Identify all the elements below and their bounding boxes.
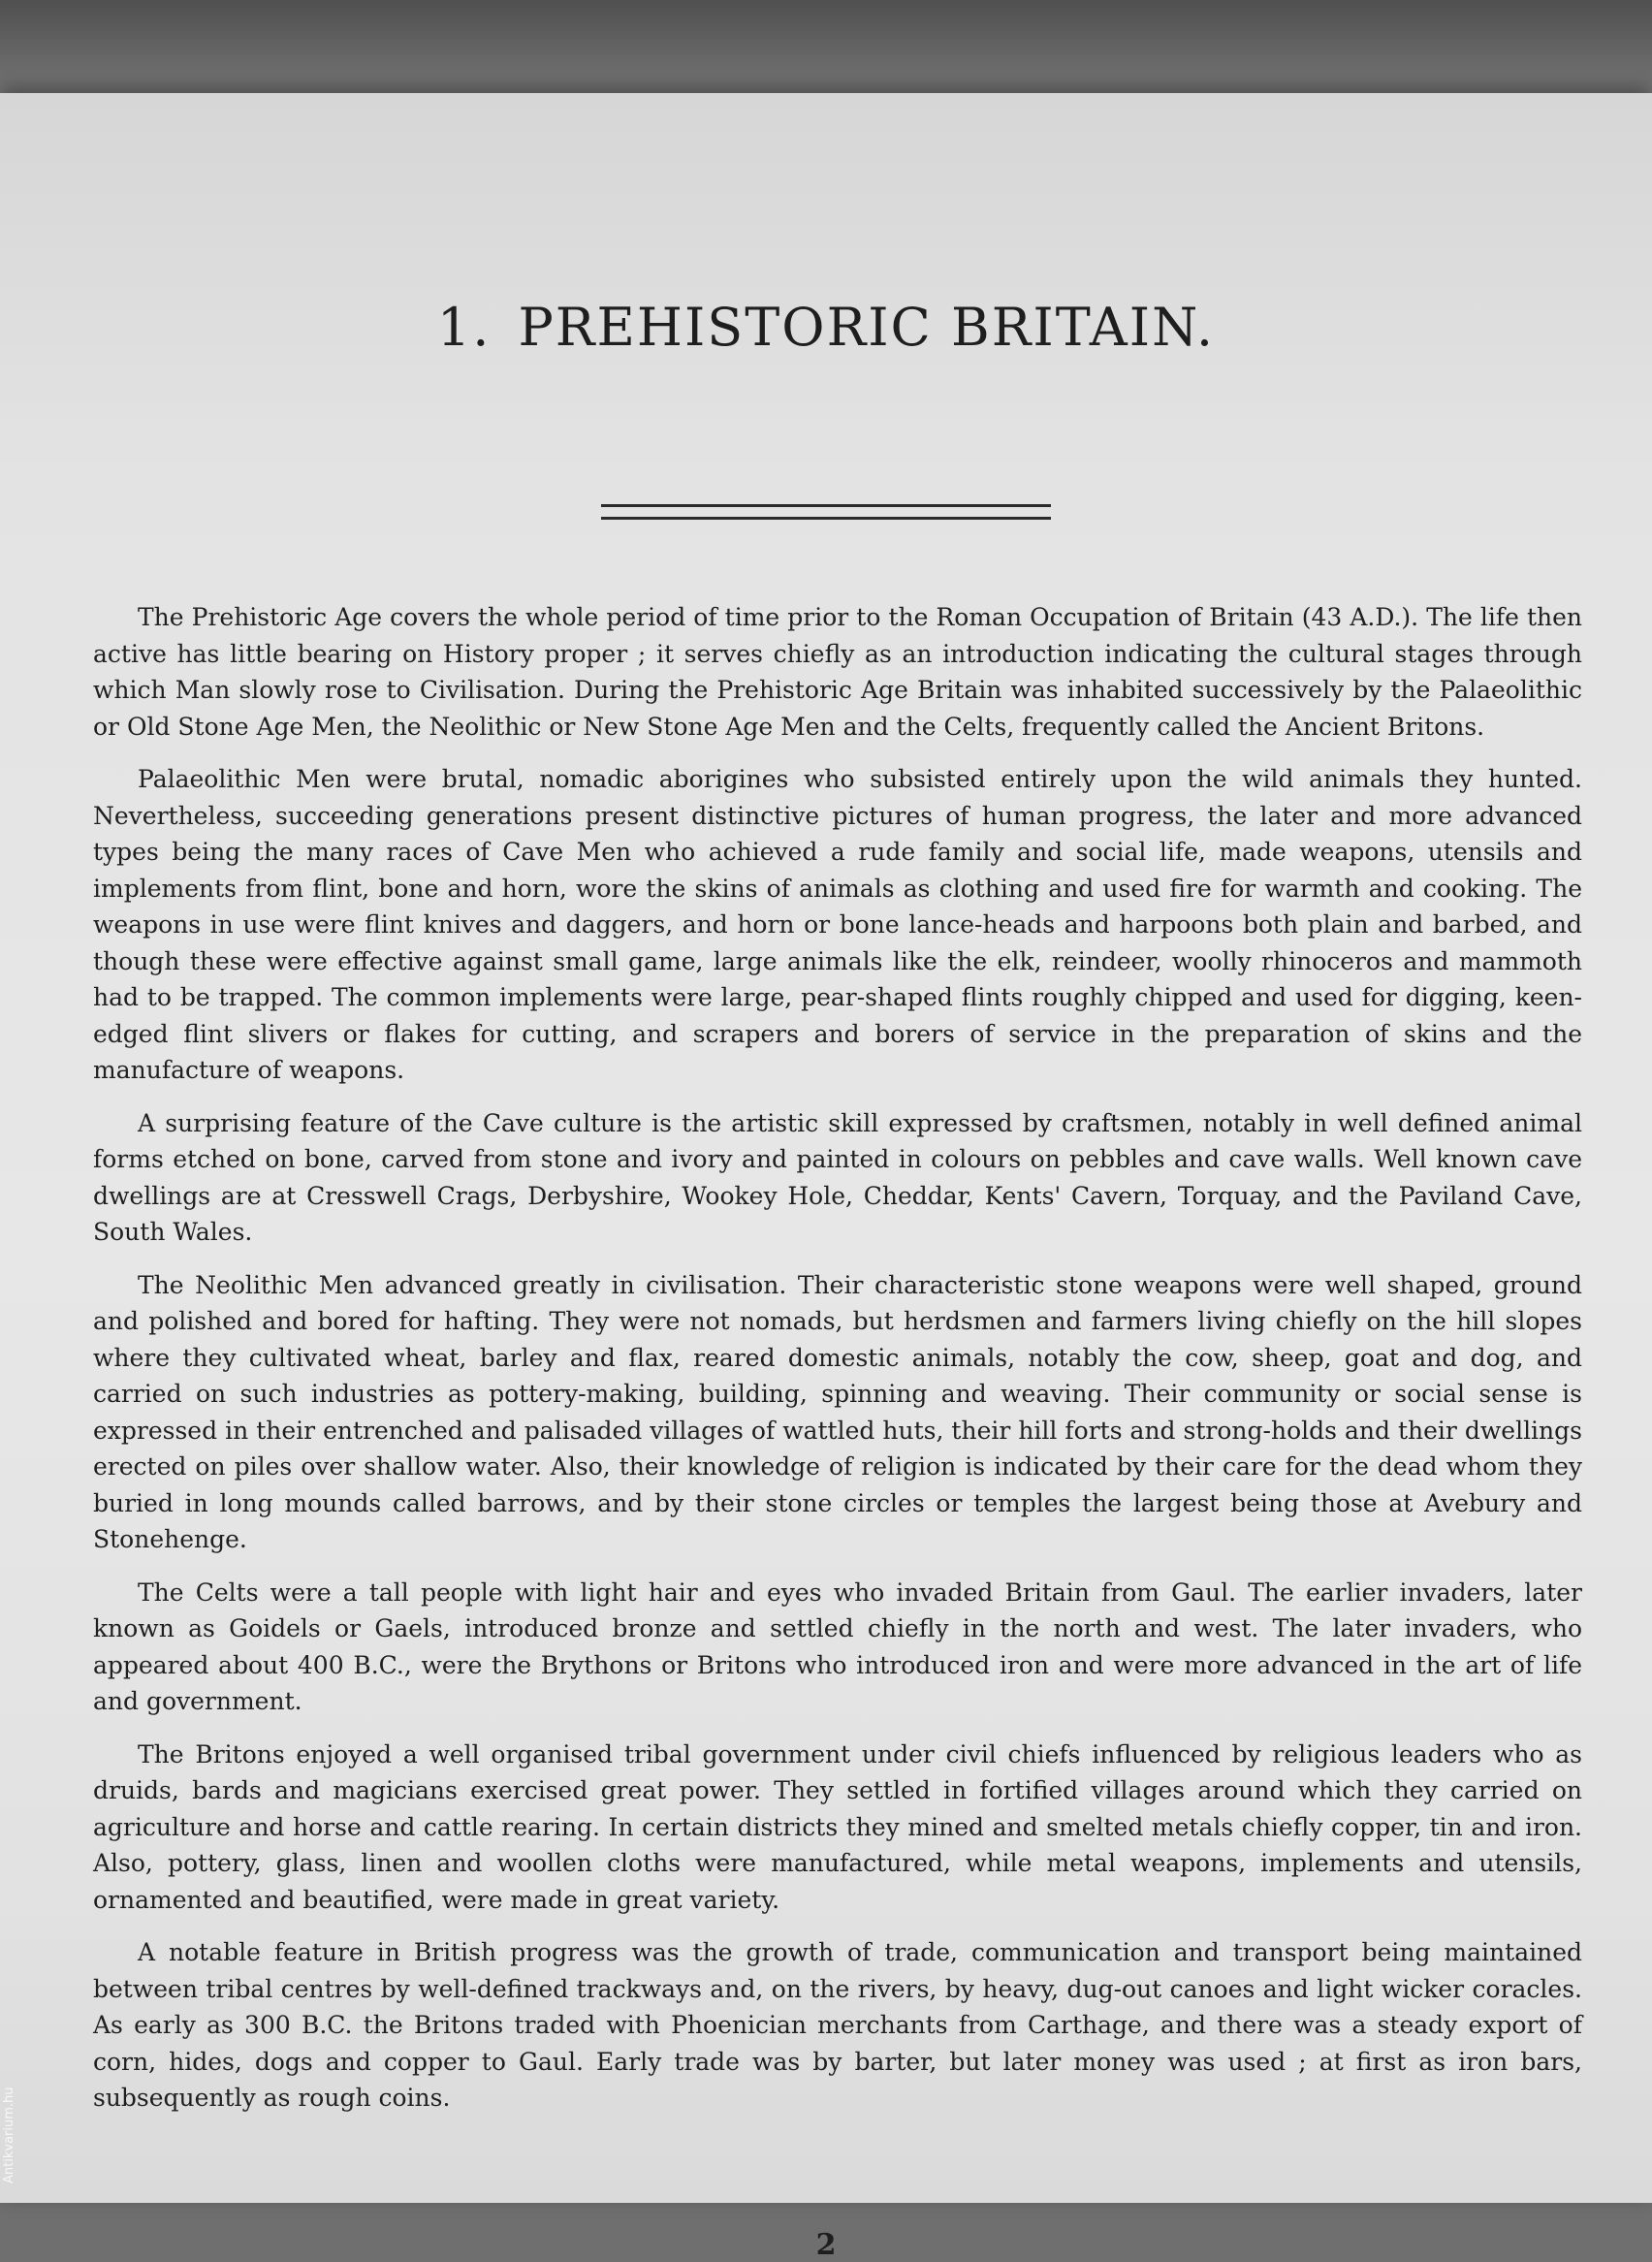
- chapter-heading: [0, 297, 1652, 358]
- paragraph-neolithic-men: The Neolithic Men advanced greatly in civilisation. Their characteristic stone weapons were well shaped, ground and polished and bored for hafting. They were not nomads, but herdsmen and farmers living chiefly on the hill slopes where they cultivated wheat, barley and flax, reared domestic animals, notably the cow, sheep, goat and dog, and carried on such industries as pottery-making, building, spinning and weaving. Their community or social sense is expressed in their entrenched and palisaded villages of wattled huts, their hill forts and strong-holds and their dwellings erected on piles over shallow water. Also, their knowledge of religion is indicated by their care for the dead whom they buried in long mounds called barrows, and by their stone circles or temples the largest being those at Avebury and Stonehenge.: [93, 1270, 1582, 1553]
- title-double-rule: [601, 504, 1051, 520]
- page-number: 2: [815, 2228, 837, 2262]
- paragraph-trade: A notable feature in British progress was the growth of trade, communication and transport being maintained between tribal centres by well-defined trackways and, on the rivers, by heavy, dug-out canoes and light wicker coracles. As early as 300 B.C. the Britons traded with Phoenician merchants from Carthage, and there was a steady export of corn, hides, dogs and copper to Gaul. Early trade was by barter, but later money was used ; at first as iron bars, subsequently as rough coins.: [93, 1938, 1582, 2112]
- chapter-title: PREHISTORIC BRITAIN.: [518, 297, 1216, 358]
- paragraph-celts: The Celts were a tall people with light hair and eyes who invaded Britain from Gaul. The earlier invaders, later known as Goidels or Gaels, introduced bronze and settled chiefly in the north and west. The later invaders, who appeared about 400 B.C., were the Brythons or Britons who introduced iron and were more advanced in the art of life and government.: [93, 1577, 1582, 1715]
- body-text: [93, 599, 1582, 2133]
- chapter-number: 1.: [436, 297, 492, 358]
- page-edge-shadow: [0, 0, 1652, 107]
- watermark: Antikvarium.hu: [2, 2087, 16, 2183]
- paragraph-cave-culture: A surprising feature of the Cave culture is the artistic skill expressed by craftsmen, notably in well defined animal forms etched on bone, carved from stone and ivory and painted in colours on pebbles and cave walls. Well known cave dwellings are at Cresswell Crags, Derbyshire, Wookey Hole, Cheddar, Kents' Cavern, Torquay, and the Paviland Cave, South Wales.: [93, 1108, 1582, 1246]
- paragraph-prehistoric-age: The Prehistoric Age covers the whole period of time prior to the Roman Occupation of Britain (43 A.D.). The life then active has little bearing on History proper ; it serves chiefly as an introduction indicating the cultural stages through which Man slowly rose to Civilisation. During the Prehistoric Age Britain was inhabited successively by the Palaeolithic or Old Stone Age Men, the Neolithic or New Stone Age Men and the Celts, frequently called the Ancient Britons.: [93, 603, 1582, 741]
- paragraph-britons: The Britons enjoyed a well organised tribal government under civil chiefs influenced by religious leaders who as druids, bards and magicians exercised great power. They settled in fortified villages around which they carried on agriculture and horse and cattle rearing. In certain districts they mined and smelted metals chiefly copper, tin and iron. Also, pottery, glass, linen and woollen cloths were manufactured, while metal weapons, implements and utensils, ornamented and beautified, were made in great variety.: [93, 1739, 1582, 1914]
- page-sheet: [0, 93, 1652, 2262]
- paragraph-palaeolithic-men: Palaeolithic Men were brutal, nomadic aborigines who subsisted entirely upon the wild animals they hunted. Nevertheless, succeeding generations present distinctive pictures of human progress, the later and more advanced types being the many races of Cave Men who achieved a rude family and social life, made weapons, utensils and implements from flint, bone and horn, wore the skins of animals as clothing and used fire for warmth and cooking. The weapons in use were flint knives and daggers, and horn or bone lance-heads and harpoons both plain and barbed, and though these were effective against small game, large animals like the elk, reindeer, woolly rhinoceros and mammoth had to be trapped. The common implements were large, pear-shaped flints roughly chipped and used for digging, keen-edged flint slivers or flakes for cutting, and scrapers and borers of service in the preparation of skins and the manufacture of weapons.: [93, 765, 1582, 1084]
